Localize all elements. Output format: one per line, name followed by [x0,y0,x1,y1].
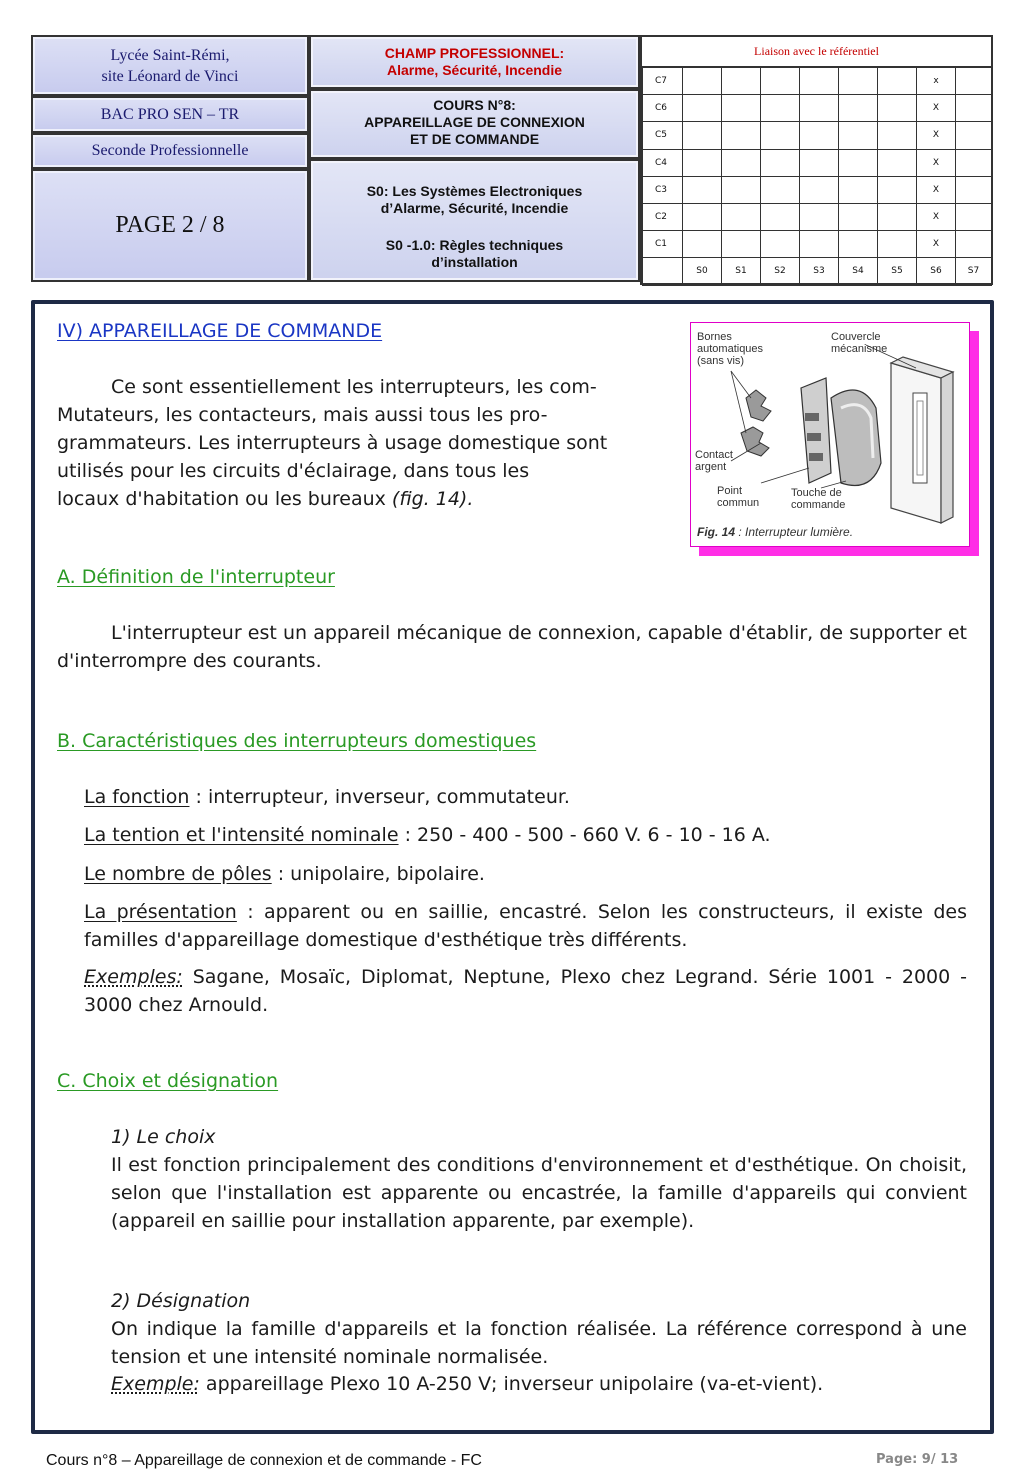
course-title-2: ET DE COMMANDE [409,131,540,147]
reference-cell [956,95,992,122]
reference-cell: X [917,122,956,149]
reference-cell: X [917,203,956,230]
reference-corner-cell [643,258,683,285]
program-label: BAC PRO SEN – TR [100,105,240,123]
label-point-1: Point [717,485,743,497]
reference-cell [956,149,992,176]
reference-row [643,95,992,122]
reference-row [643,149,992,176]
reference-cell [800,149,839,176]
reference-cell [761,203,800,230]
reference-cell [683,95,722,122]
school-site: site Léonard de Vinci [101,67,239,85]
reference-column-header: S0 [683,258,722,285]
b-term: La tention et l'intensité nominale [84,824,399,846]
label-touche-1: Touche de [791,487,842,499]
reference-cell: X [917,176,956,203]
reference-cell [800,231,839,258]
reference-cell [683,203,722,230]
label-touche-2: commande [791,499,846,511]
label-couvercle-1: Couvercle [831,331,881,343]
label-point-2: commun [717,497,760,509]
reference-cell [683,122,722,149]
reference-cell [956,176,992,203]
b-term: Le nombre de pôles [84,863,272,885]
b-item-presentation [84,898,967,954]
reference-cell [722,122,761,149]
reference-column-header: S4 [839,258,878,285]
c2-title: 2) Désignation [111,1290,251,1312]
label-contact-2: argent [695,461,727,473]
figure-caption [697,526,853,538]
figure-reference: (fig. 14). [391,488,474,510]
intro-paragraph [57,373,697,513]
footer-page-number: Page: 9/ 13 [876,1452,959,1467]
reference-cell [878,176,917,203]
reference-grid [640,35,993,285]
reference-cell [800,176,839,203]
label-bornes [697,331,763,367]
intro-last-text: locaux d'habitation ou les bureaux [57,488,392,510]
section-a-text: L'interrupteur est un appareil mécanique de connexion, capable d'établir, de supporter et d'interrompre des courants. [57,622,967,672]
reference-row-label: C2 [643,203,683,230]
label-couvercle-2: mécanisme [831,343,888,355]
b-item-fonction [84,783,967,811]
intro-line: Ce sont essentiellement les interrupteurs, les com- [111,376,597,398]
reference-cell [800,95,839,122]
reference-row-label: C6 [643,95,683,122]
reference-cell [800,68,839,95]
reference-cell [956,122,992,149]
school-name: Lycée Saint-Rémi, [110,46,230,64]
reference-cell [761,231,800,258]
savoir-title-2: d’Alarme, Sécurité, Incendie [380,200,569,216]
field-title: CHAMP PROFESSIONNEL: [384,45,565,61]
c1-title: 1) Le choix [111,1126,216,1148]
reference-cell [878,68,917,95]
figure-caption-ref: Fig. 14 [697,525,736,539]
reference-row [643,176,992,203]
section-a-title: A. Définition de l'interrupteur [57,566,335,588]
label-contact [695,449,733,473]
reference-column-header-row [643,258,992,285]
course-number: COURS N°8: [433,97,516,113]
section-title: IV) APPAREILLAGE DE COMMANDE [57,320,383,342]
b-term: La fonction [84,786,190,808]
label-bornes-3: (sans vis) [697,355,745,367]
reference-row-label: C1 [643,231,683,258]
reference-cell: X [917,149,956,176]
reference-cell [800,203,839,230]
reference-cell [839,203,878,230]
reference-cell [722,68,761,95]
course-title-1: APPAREILLAGE DE CONNEXION [364,114,585,130]
b-text: : unipolaire, bipolaire. [271,863,485,885]
reference-cell [839,149,878,176]
figure-14 [690,322,970,547]
reference-cell [956,231,992,258]
intro-line: utilisés pour les circuits d'éclairage, dans tous les [57,460,530,482]
savoir-cell [309,159,640,282]
reference-row-label: C4 [643,149,683,176]
reference-cell [722,149,761,176]
b-text: : interrupteur, inverseur, commutateur. [189,786,570,808]
reference-cell [878,231,917,258]
page-number: PAGE 2 / 8 [115,212,225,238]
reference-cell [761,68,800,95]
reference-row [643,122,992,149]
savoir-title-1: S0: Les Systèmes Electroniques [366,183,583,199]
reference-cell [878,203,917,230]
c2-example-text: appareillage Plexo 10 A-250 V; inverseur unipolaire (va-et-vient). [199,1373,824,1395]
b-item-poles [84,860,967,888]
reference-column-header: S3 [800,258,839,285]
reference-cell [878,122,917,149]
field-subtitle: Alarme, Sécurité, Incendie [386,62,563,78]
reference-table [642,67,992,286]
reference-cell [839,68,878,95]
figure-caption-text: : Interrupteur lumière. [735,525,854,539]
reference-row [643,203,992,230]
footer-course: Cours n°8 – Appareillage de connexion et de commande - FC [46,1452,482,1469]
reference-cell [761,95,800,122]
class-label: Seconde Professionnelle [91,142,249,159]
label-contact-1: Contact [695,449,733,461]
label-bornes-1: Bornes [697,331,732,343]
c1-text: Il est fonction principalement des conditions d'environnement et d'esthétique. On choisit, selon que l'installation est apparente ou encastrée, la famille d'appareils qui convient (appareil en saillie pour installation apparente, par exemple). [111,1154,967,1232]
reference-cell [761,176,800,203]
label-touche [791,487,845,511]
reference-cell [761,122,800,149]
reference-cell [683,68,722,95]
b-examples-text: Sagane, Mosaïc, Diplomat, Neptune, Plexo chez Legrand. Série 1001 - 2000 - 3000 chez Arnould. [84,966,967,1016]
reference-cell [839,122,878,149]
page-cell [31,169,309,282]
reference-cell: x [917,68,956,95]
reference-cell [761,149,800,176]
reference-row [643,231,992,258]
reference-grid-title: Liaison avec le référentiel [642,37,991,67]
header-left [31,35,309,282]
reference-column-header: S2 [761,258,800,285]
reference-cell [722,95,761,122]
reference-row-label: C7 [643,68,683,95]
reference-cell [683,231,722,258]
b-text: : apparent ou en saillie, encastré. Selon les constructeurs, il existe des familles d'appareillage domestique d'esthétique très différents. [84,901,967,951]
header-middle [309,35,640,282]
intro-line [57,485,697,513]
reference-cell [722,176,761,203]
class-cell [31,133,309,169]
reference-cell [722,203,761,230]
label-bornes-2: automatiques [697,343,764,355]
reference-cell [839,176,878,203]
reference-cell [839,231,878,258]
reference-row-label: C5 [643,122,683,149]
reference-cell: X [917,231,956,258]
reference-cell [722,231,761,258]
reference-cell [839,95,878,122]
reference-cell [956,203,992,230]
school-cell [31,35,309,96]
b-item-tension [84,821,967,849]
b-examples-label: Exemples: [84,966,183,988]
reference-cell [683,176,722,203]
label-point-commun [717,485,759,509]
reference-cell [800,122,839,149]
b-term: La présentation [84,901,237,923]
reference-cell [683,149,722,176]
reference-cell [878,95,917,122]
reference-column-header: S6 [917,258,956,285]
program-cell [31,96,309,133]
c2-text: On indique la famille d'appareils et la fonction réalisée. La référence correspond à une tension et une intensité nominale normalisée. [111,1318,967,1368]
section-b-title: B. Caractéristiques des interrupteurs domestiques [57,730,537,752]
reference-column-header: S7 [956,258,992,285]
label-couvercle [831,331,887,355]
c2-example [111,1370,967,1398]
reference-column-header: S5 [878,258,917,285]
reference-row-label: C3 [643,176,683,203]
reference-cell: X [917,95,956,122]
intro-line: Mutateurs, les contacteurs, mais aussi tous les pro- [57,404,548,426]
field-cell [309,35,640,89]
course-cell [309,89,640,159]
reference-cell [878,149,917,176]
section-c-title: C. Choix et désignation [57,1070,279,1092]
savoir-sub-1: S0 -1.0: Règles techniques [385,237,564,253]
b-examples [84,963,967,1019]
reference-row [643,68,992,95]
c2-example-label: Exemple: [111,1373,200,1395]
intro-line: grammateurs. Les interrupteurs à usage domestique sont [57,432,608,454]
reference-column-header: S1 [722,258,761,285]
savoir-sub-2: d’installation [431,254,518,270]
reference-cell [956,68,992,95]
b-text: : 250 - 400 - 500 - 660 V. 6 - 10 - 16 A. [398,824,771,846]
